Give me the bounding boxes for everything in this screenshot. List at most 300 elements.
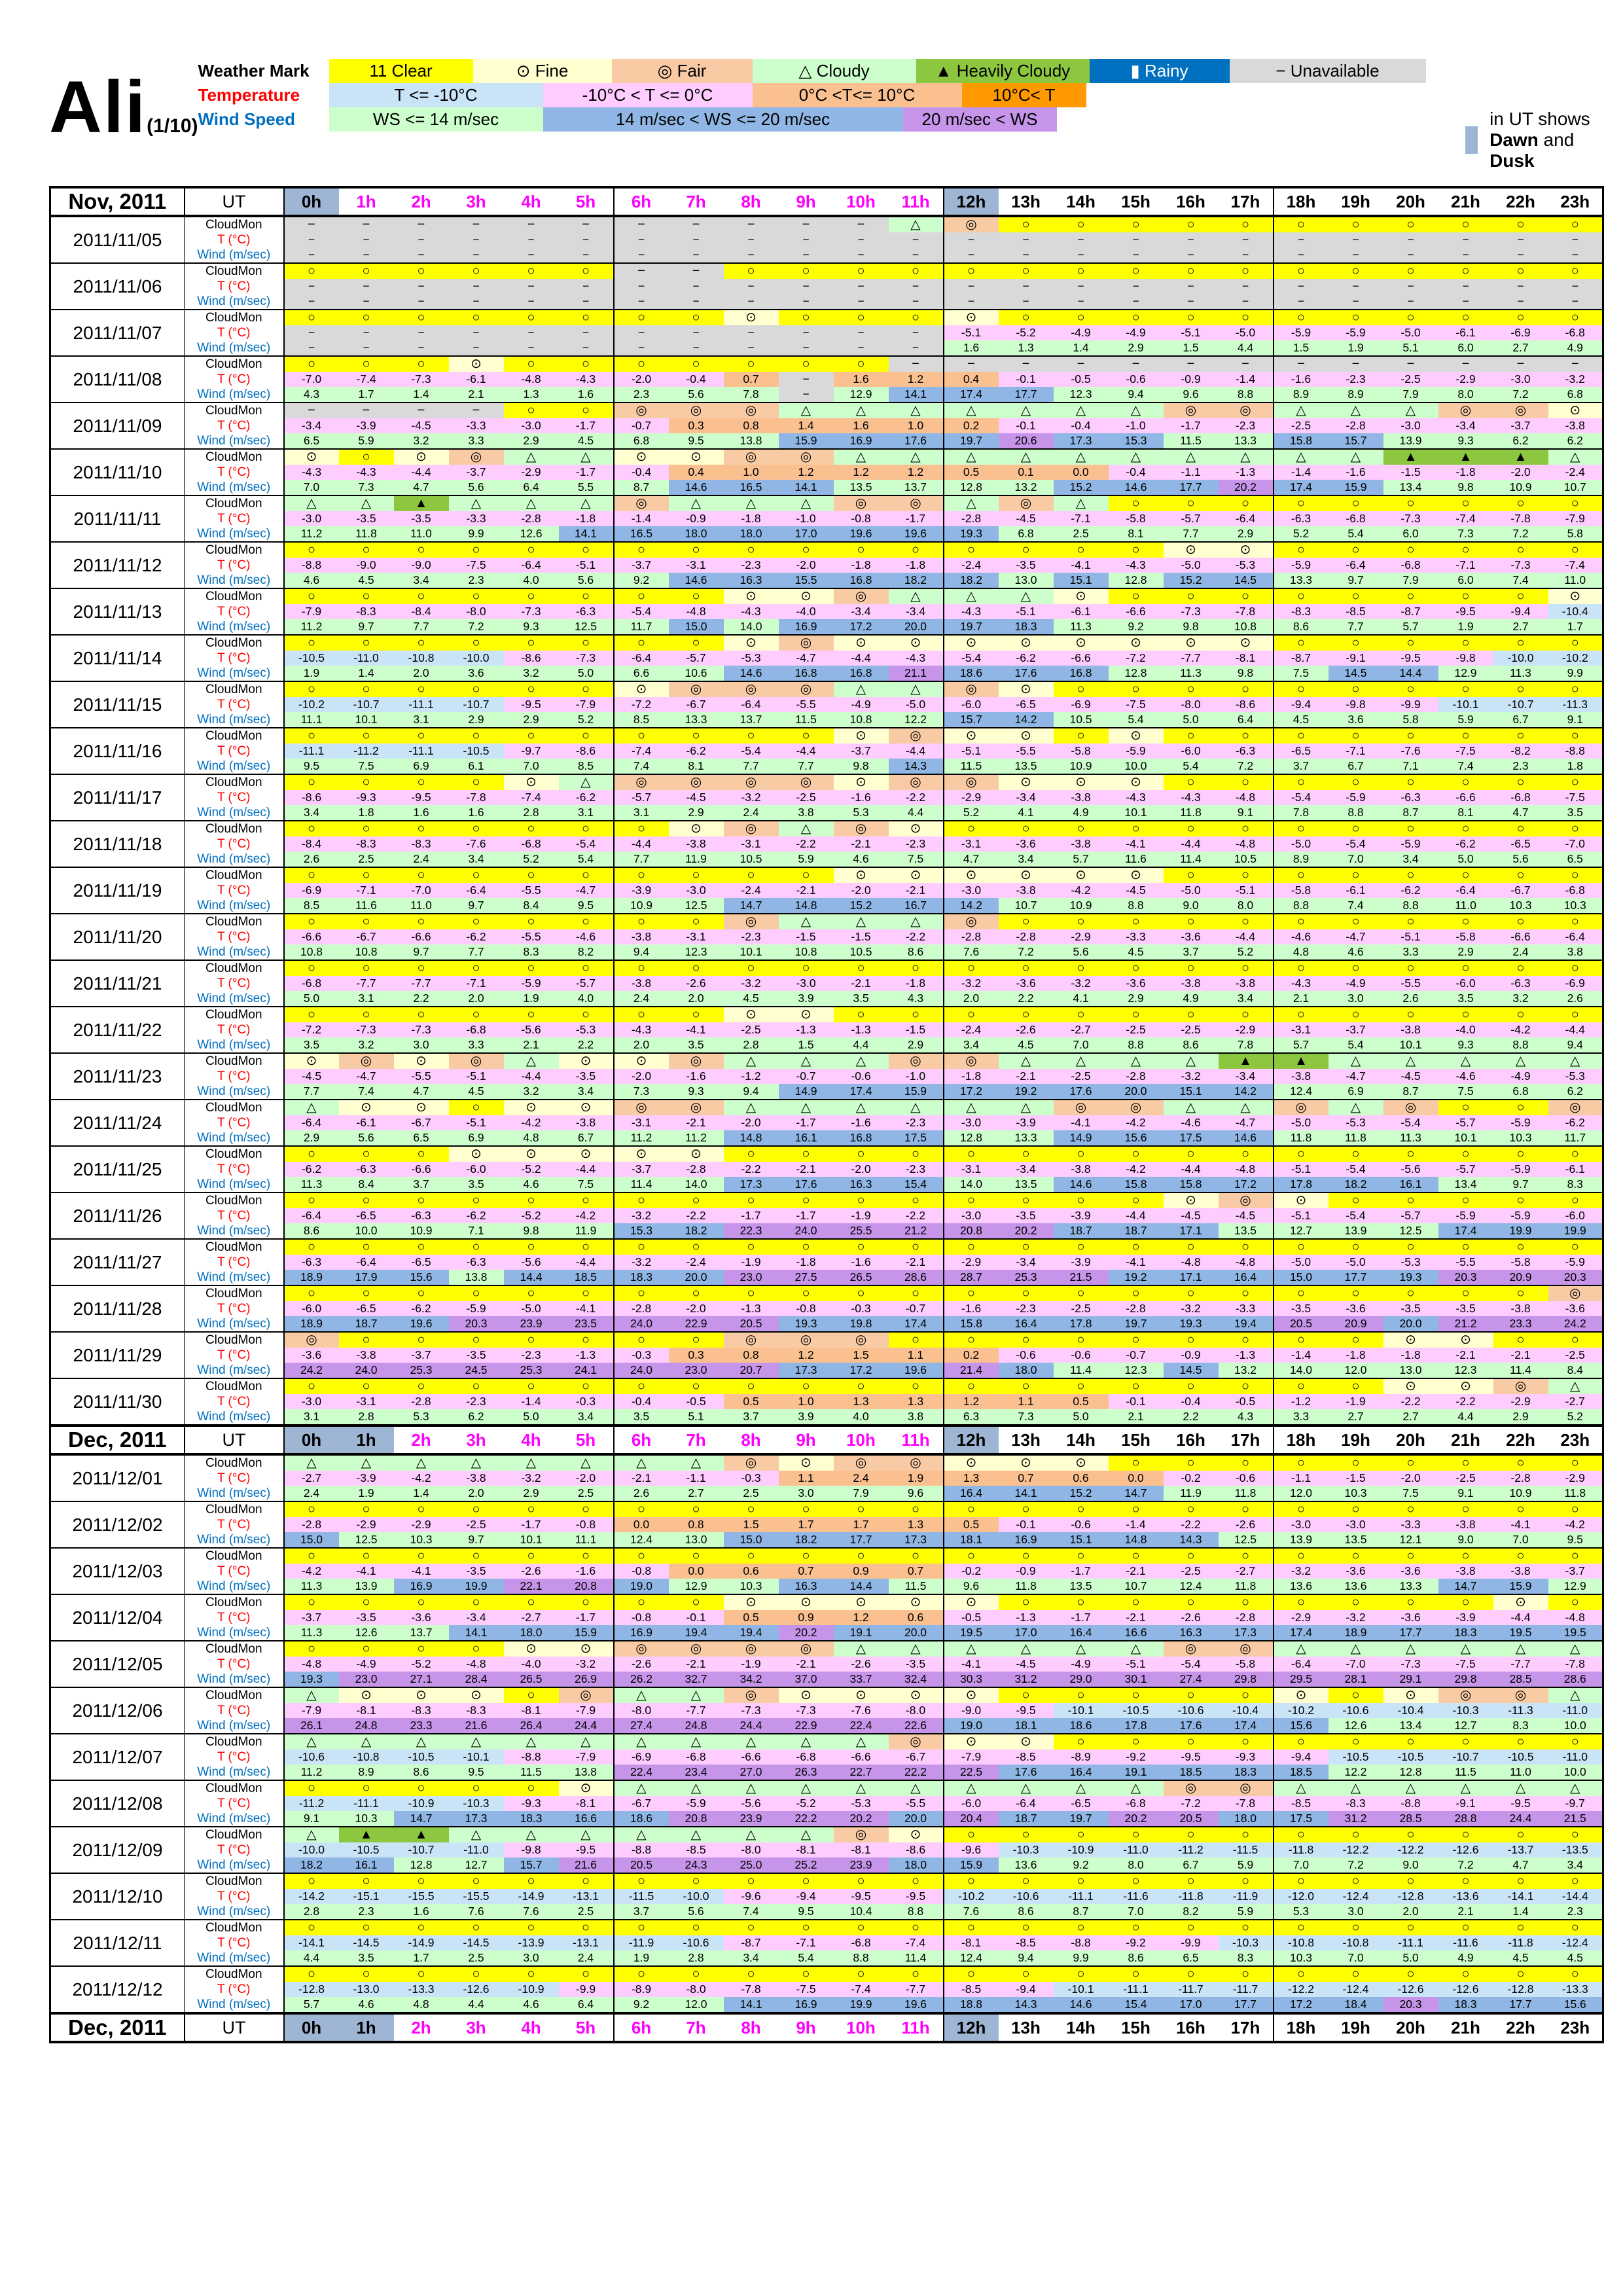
- cloud-cell: ○: [724, 1146, 779, 1162]
- cloud-cell: ○: [669, 914, 724, 929]
- cloud-cell: ○: [1219, 681, 1274, 697]
- cloud-cell: △: [1383, 1780, 1438, 1796]
- wind-cell: 11.8: [1164, 805, 1219, 821]
- hour-label-23h: 23h: [1548, 187, 1603, 216]
- wind-cell: 21.5: [1548, 1811, 1603, 1827]
- cloud-cell: ○: [1383, 542, 1438, 558]
- cloud-cell: ○: [1383, 1454, 1438, 1471]
- temp-cell: -6.5: [1274, 744, 1329, 759]
- cloud-cell: △: [834, 1641, 889, 1657]
- wind-cell: 7.9: [1383, 387, 1438, 403]
- date-label: 2011/11/08: [50, 356, 185, 403]
- wind-cell: 4.6: [339, 1997, 394, 2013]
- cloud-cell: ○: [1219, 1920, 1274, 1935]
- cloud-cell: ○: [1109, 542, 1164, 558]
- cloud-cell: ○: [724, 1920, 779, 1935]
- temp-cell: -8.8: [504, 1749, 559, 1765]
- cloud-cell: ⊙: [1054, 635, 1109, 651]
- cloud-cell: ○: [999, 310, 1054, 325]
- temp-cell: -5.3: [834, 1796, 889, 1811]
- temp-cell: -2.4: [944, 1022, 999, 1037]
- cloud-cell: ○: [1493, 1285, 1548, 1301]
- temp-cell: -2.5: [1109, 1022, 1164, 1037]
- temp-cell: -2.2: [889, 929, 944, 944]
- temp-cell: −: [669, 325, 724, 340]
- wind-cell: 16.4: [1054, 1625, 1109, 1641]
- cloud-cell: ◎: [1438, 1687, 1493, 1703]
- wind-cell: 18.3: [1438, 1997, 1493, 2013]
- temp-cell: -5.5: [1383, 976, 1438, 991]
- wind-cell: 11.3: [284, 1579, 339, 1594]
- temp-cell: -6.3: [559, 604, 614, 619]
- wind-cell: 19.5: [1493, 1625, 1548, 1641]
- cloud-cell: ⊙: [614, 1053, 669, 1069]
- temp-cell: -2.8: [614, 1301, 669, 1316]
- wind-cell: 2.9: [669, 805, 724, 821]
- temp-cell: -11.5: [614, 1889, 669, 1904]
- wind-cell: −: [394, 247, 449, 263]
- cloud-cell: ○: [1054, 1146, 1109, 1162]
- date-label: 2011/12/07: [50, 1734, 185, 1780]
- cloud-cell: △: [669, 1687, 724, 1703]
- wind-cell: 20.3: [449, 1316, 504, 1332]
- temp-cell: -2.7: [504, 1610, 559, 1625]
- cloud-cell: △: [559, 1827, 614, 1842]
- temp-cell: -7.5: [1438, 1657, 1493, 1672]
- temp-cell: −: [1329, 279, 1383, 294]
- day-wind-row: [50, 340, 1603, 356]
- row-label-wind: Wind (m/sec): [185, 1765, 284, 1780]
- wind-cell: 4.0: [834, 1409, 889, 1426]
- temp-cell: -11.9: [614, 1935, 669, 1950]
- cloud-cell: ⊙: [999, 681, 1054, 697]
- wind-cell: −: [1329, 247, 1383, 263]
- temp-cell: -6.7: [1493, 883, 1548, 898]
- temp-cell: -2.5: [1054, 1301, 1109, 1316]
- cloud-cell: △: [834, 1053, 889, 1069]
- cloud-cell: ⊙: [724, 1007, 779, 1022]
- station-name: Ali: [49, 66, 147, 148]
- temp-cell: -1.7: [1164, 418, 1219, 433]
- temp-cell: -1.7: [889, 511, 944, 526]
- cloud-cell: ○: [1438, 1873, 1493, 1889]
- hour-label-4h: 4h: [504, 187, 559, 216]
- cloud-cell: △: [944, 1641, 999, 1657]
- cloud-cell: ○: [559, 356, 614, 372]
- cloud-cell: ○: [944, 1146, 999, 1162]
- temp-cell: -0.6: [834, 1069, 889, 1084]
- temp-cell: -5.9: [669, 1796, 724, 1811]
- wind-cell: 9.8: [1438, 480, 1493, 495]
- temp-cell: -2.1: [614, 1471, 669, 1486]
- temp-cell: -5.2: [999, 325, 1054, 340]
- temp-cell: -3.4: [834, 604, 889, 619]
- wind-cell: 22.9: [669, 1316, 724, 1332]
- temp-cell: -8.3: [339, 836, 394, 852]
- cloud-cell: ○: [1054, 821, 1109, 836]
- wind-cell: 13.9: [1329, 1223, 1383, 1239]
- wind-cell: 8.8: [1493, 1037, 1548, 1053]
- wind-cell: 4.8: [504, 1130, 559, 1146]
- temp-cell: 0.0: [1054, 465, 1109, 480]
- row-label-cloud: CloudMon: [185, 1594, 284, 1610]
- cloud-cell: ○: [1274, 1378, 1329, 1394]
- wind-cell: 6.7: [1493, 712, 1548, 728]
- row-label-cloud: CloudMon: [185, 1687, 284, 1703]
- wind-cell: 12.0: [669, 1997, 724, 2013]
- wind-cell: 7.5: [339, 759, 394, 774]
- wind-cell: 16.3: [834, 1177, 889, 1193]
- temp-cell: -10.4: [1548, 604, 1603, 619]
- wind-cell: 2.8: [504, 805, 559, 821]
- temp-cell: -9.3: [339, 790, 394, 805]
- temp-cell: -10.4: [1383, 1703, 1438, 1718]
- cloud-cell: ○: [339, 1873, 394, 1889]
- cloud-cell: △: [1219, 1100, 1274, 1115]
- cloud-cell: △: [1548, 1378, 1603, 1394]
- temp-cell: -7.0: [1548, 836, 1603, 852]
- month-label: Dec, 2011: [50, 1426, 185, 1454]
- wind-cell: 15.0: [284, 1532, 339, 1548]
- date-label: 2011/11/22: [50, 1007, 185, 1053]
- temp-cell: -3.2: [1274, 1564, 1329, 1579]
- temp-cell: -3.5: [999, 1208, 1054, 1223]
- wind-cell: 7.8: [724, 387, 779, 403]
- temp-cell: −: [1054, 279, 1109, 294]
- wind-cell: 17.0: [1164, 1997, 1219, 2013]
- cloud-cell: ○: [1329, 1734, 1383, 1749]
- cloud-cell: ○: [889, 1007, 944, 1022]
- temp-cell: -1.4: [1219, 372, 1274, 387]
- temp-cell: -10.3: [1438, 1703, 1493, 1718]
- wind-cell: 15.7: [504, 1857, 559, 1873]
- wind-cell: 3.7: [724, 1409, 779, 1426]
- cloud-cell: ○: [1164, 728, 1219, 744]
- cloud-cell: ○: [1548, 1827, 1603, 1842]
- cloud-cell: ○: [559, 1966, 614, 1982]
- wind-cell: 11.4: [614, 1177, 669, 1193]
- temp-cell: −: [1383, 279, 1438, 294]
- temp-cell: -4.7: [779, 651, 834, 666]
- cloud-cell: △: [834, 449, 889, 465]
- temp-cell: -2.0: [669, 1301, 724, 1316]
- row-label-wind: Wind (m/sec): [185, 712, 284, 728]
- temp-cell: -2.9: [1493, 1394, 1548, 1409]
- wind-cell: 24.8: [669, 1718, 724, 1734]
- temp-cell: -6.4: [284, 1115, 339, 1130]
- cloud-cell: ▲: [339, 1827, 394, 1842]
- cloud-cell: ○: [1054, 1548, 1109, 1564]
- temp-cell: -0.4: [669, 372, 724, 387]
- wind-cell: 8.8: [1219, 387, 1274, 403]
- temp-cell: -5.8: [1219, 1657, 1274, 1672]
- cloud-cell: ⊙: [1548, 588, 1603, 604]
- temp-cell: -10.5: [1383, 1749, 1438, 1765]
- cloud-cell: △: [889, 1641, 944, 1657]
- temp-cell: -7.7: [394, 976, 449, 991]
- temp-cell: −: [394, 325, 449, 340]
- cloud-cell: ○: [614, 356, 669, 372]
- temp-cell: 0.6: [889, 1610, 944, 1625]
- wind-cell: 8.5: [559, 759, 614, 774]
- wind-cell: 20.0: [889, 1625, 944, 1641]
- temp-cell: -3.0: [779, 976, 834, 991]
- cloud-cell: ⊙: [834, 867, 889, 883]
- temp-cell: -2.2: [889, 1208, 944, 1223]
- wind-cell: 7.2: [1493, 526, 1548, 542]
- cloud-cell: ○: [614, 1873, 669, 1889]
- temp-cell: -7.3: [559, 651, 614, 666]
- cloud-cell: ○: [394, 774, 449, 790]
- temp-cell: -2.0: [1383, 1471, 1438, 1486]
- wind-cell: −: [504, 340, 559, 356]
- cloud-cell: −: [944, 356, 999, 372]
- temp-cell: -8.5: [999, 1749, 1054, 1765]
- day-cloud-row: [50, 1966, 1603, 1982]
- cloud-cell: △: [1219, 449, 1274, 465]
- temp-cell: -5.1: [944, 744, 999, 759]
- cloud-cell: ○: [1164, 1007, 1219, 1022]
- temp-cell: -2.0: [559, 1471, 614, 1486]
- cloud-cell: ○: [1219, 310, 1274, 325]
- wind-cell: 17.3: [724, 1177, 779, 1193]
- temp-cell: -4.5: [669, 790, 724, 805]
- wind-cell: 19.3: [944, 526, 999, 542]
- wind-cell: 9.0: [1383, 1857, 1438, 1873]
- cloud-cell: ○: [1383, 960, 1438, 976]
- temp-cell: -7.2: [284, 1022, 339, 1037]
- wind-cell: 3.4: [1383, 852, 1438, 867]
- temp-cell: 0.3: [669, 1348, 724, 1363]
- temp-cell: -4.3: [1274, 976, 1329, 991]
- cloud-cell: △: [834, 1734, 889, 1749]
- wind-cell: 2.5: [724, 1486, 779, 1501]
- wind-cell: 12.8: [394, 1857, 449, 1873]
- wind-cell: 24.0: [614, 1363, 669, 1378]
- cloud-cell: ○: [999, 914, 1054, 929]
- cloud-cell: ⊙: [1054, 774, 1109, 790]
- cloud-cell: −: [449, 403, 504, 418]
- wind-cell: 5.0: [1383, 1950, 1438, 1966]
- cloud-cell: −: [394, 216, 449, 232]
- wind-cell: 6.5: [394, 1130, 449, 1146]
- wind-cell: 20.0: [889, 1811, 944, 1827]
- wind-cell: 5.9: [1219, 1904, 1274, 1920]
- temp-cell: -3.7: [449, 465, 504, 480]
- temp-cell: -1.8: [889, 976, 944, 991]
- temp-cell: -5.0: [1164, 558, 1219, 573]
- cloud-cell: ▲: [1274, 1053, 1329, 1069]
- wind-cell: −: [504, 294, 559, 310]
- wind-cell: 5.4: [779, 1950, 834, 1966]
- wind-cell: 7.8: [1274, 805, 1329, 821]
- date-label: 2011/11/23: [50, 1053, 185, 1100]
- cloud-cell: −: [1109, 356, 1164, 372]
- temp-cell: −: [724, 325, 779, 340]
- cloud-cell: ○: [559, 1285, 614, 1301]
- date-label: 2011/12/08: [50, 1780, 185, 1827]
- row-label-cloud: CloudMon: [185, 449, 284, 465]
- cloud-cell: ○: [1438, 588, 1493, 604]
- temp-cell: -2.3: [889, 836, 944, 852]
- cloud-cell: ○: [1329, 914, 1383, 929]
- hour-label-6h: 6h: [614, 187, 669, 216]
- wind-cell: 6.8: [1493, 1084, 1548, 1100]
- wind-cell: 15.8: [1109, 1177, 1164, 1193]
- cloud-cell: △: [669, 1454, 724, 1471]
- temp-cell: -4.2: [1109, 1162, 1164, 1177]
- cloud-cell: ○: [999, 1920, 1054, 1935]
- temp-cell: -10.1: [1054, 1982, 1109, 1997]
- temp-cell: -4.3: [339, 465, 394, 480]
- temp-cell: -12.2: [1274, 1982, 1329, 1997]
- temp-cell: -6.3: [339, 1162, 394, 1177]
- legend-item-unavailable: − Unavailable: [1230, 59, 1426, 83]
- row-label-wind: Wind (m/sec): [185, 759, 284, 774]
- wind-cell: 18.2: [779, 1532, 834, 1548]
- cloud-cell: ○: [999, 1285, 1054, 1301]
- temp-cell: -2.3: [1329, 372, 1383, 387]
- day-wind-row: [50, 1950, 1603, 1966]
- cloud-cell: ⊙: [889, 1594, 944, 1610]
- temp-cell: -9.5: [834, 1889, 889, 1904]
- temp-cell: -3.8: [1054, 790, 1109, 805]
- cloud-cell: △: [1054, 495, 1109, 511]
- temp-cell: -0.3: [724, 1471, 779, 1486]
- cloud-cell: ○: [724, 1873, 779, 1889]
- temp-cell: -7.3: [1164, 604, 1219, 619]
- hour-label-17h: 17h: [1219, 1426, 1274, 1454]
- wind-cell: 7.7: [449, 944, 504, 960]
- cloud-cell: ○: [999, 216, 1054, 232]
- temp-cell: 1.2: [779, 1348, 834, 1363]
- wind-cell: 11.0: [1493, 1765, 1548, 1780]
- wind-cell: 26.1: [284, 1718, 339, 1734]
- wind-cell: 23.3: [394, 1718, 449, 1734]
- temp-cell: -5.4: [944, 651, 999, 666]
- hour-label-14h: 14h: [1054, 2013, 1109, 2042]
- wind-cell: 27.0: [724, 1765, 779, 1780]
- temp-cell: -4.1: [669, 1022, 724, 1037]
- cloud-cell: ◎: [1493, 403, 1548, 418]
- cloud-cell: ○: [1109, 310, 1164, 325]
- wind-cell: 3.4: [559, 1409, 614, 1426]
- wind-cell: 3.0: [779, 1486, 834, 1501]
- wind-cell: 3.4: [999, 852, 1054, 867]
- wind-cell: −: [1438, 294, 1493, 310]
- temp-cell: -5.9: [1493, 1115, 1548, 1130]
- wind-cell: 16.3: [724, 573, 779, 588]
- wind-cell: 8.6: [1274, 619, 1329, 635]
- temp-cell: -6.4: [284, 1208, 339, 1223]
- wind-cell: 3.7: [614, 1904, 669, 1920]
- cloud-cell: ○: [1164, 1827, 1219, 1842]
- cloud-cell: ○: [504, 542, 559, 558]
- temp-cell: 0.1: [999, 465, 1054, 480]
- wind-cell: 2.3: [339, 1904, 394, 1920]
- cloud-cell: ○: [559, 542, 614, 558]
- cloud-cell: △: [944, 1780, 999, 1796]
- temp-cell: -6.8: [1109, 1796, 1164, 1811]
- row-label-cloud: CloudMon: [185, 403, 284, 418]
- temp-cell: -13.5: [1548, 1842, 1603, 1857]
- wind-cell: 1.9: [504, 991, 559, 1007]
- date-label: 2011/11/07: [50, 310, 185, 356]
- wind-cell: 14.1: [889, 387, 944, 403]
- day-wind-row: [50, 712, 1603, 728]
- day-cloud-row: [50, 1780, 1603, 1796]
- day-temp-row: [50, 929, 1603, 944]
- cloud-cell: ⊙: [559, 1146, 614, 1162]
- wind-cell: 7.0: [284, 480, 339, 495]
- temp-cell: -4.8: [449, 1657, 504, 1672]
- temp-cell: -2.1: [779, 883, 834, 898]
- cloud-cell: ○: [1329, 1501, 1383, 1517]
- cloud-cell: ○: [1329, 867, 1383, 883]
- temp-cell: -9.1: [1438, 1796, 1493, 1811]
- cloud-cell: ○: [944, 1285, 999, 1301]
- wind-cell: 2.9: [504, 712, 559, 728]
- cloud-cell: △: [1054, 1053, 1109, 1069]
- temp-cell: -6.8: [779, 1749, 834, 1765]
- temp-cell: -10.6: [284, 1749, 339, 1765]
- wind-cell: 1.3: [999, 340, 1054, 356]
- temp-cell: -13.9: [504, 1935, 559, 1950]
- wind-cell: 18.0: [1219, 1811, 1274, 1827]
- temp-cell: -2.9: [944, 1255, 999, 1270]
- cloud-cell: ○: [1274, 495, 1329, 511]
- cloud-cell: ○: [614, 960, 669, 976]
- row-label-cloud: CloudMon: [185, 310, 284, 325]
- wind-cell: −: [669, 294, 724, 310]
- wind-cell: 17.3: [1219, 1625, 1274, 1641]
- wind-cell: 14.2: [944, 898, 999, 914]
- cloud-cell: ○: [284, 1501, 339, 1517]
- wind-cell: 9.2: [614, 1997, 669, 2013]
- temp-cell: −: [724, 232, 779, 247]
- cloud-cell: ⊙: [559, 1641, 614, 1657]
- wind-cell: 15.0: [724, 1532, 779, 1548]
- wind-cell: 10.8: [779, 944, 834, 960]
- cloud-cell: −: [834, 216, 889, 232]
- cloud-cell: ○: [1493, 1146, 1548, 1162]
- cloud-cell: −: [614, 216, 669, 232]
- row-label-wind: Wind (m/sec): [185, 805, 284, 821]
- row-label-cloud: CloudMon: [185, 681, 284, 697]
- wind-cell: 3.5: [669, 1037, 724, 1053]
- cloud-cell: ○: [394, 1193, 449, 1208]
- row-label-temp: T (°C): [185, 279, 284, 294]
- temp-cell: -6.6: [724, 1749, 779, 1765]
- wind-cell: 11.0: [1548, 573, 1603, 588]
- wind-cell: 12.9: [669, 1579, 724, 1594]
- temp-cell: -7.5: [1438, 744, 1493, 759]
- cloud-cell: ○: [944, 263, 999, 279]
- wind-cell: 13.3: [1219, 433, 1274, 449]
- wind-cell: 19.3: [284, 1672, 339, 1687]
- temp-cell: -8.0: [1164, 697, 1219, 712]
- wind-cell: 11.2: [669, 1130, 724, 1146]
- cloud-cell: ○: [394, 1285, 449, 1301]
- cloud-cell: ○: [724, 1966, 779, 1982]
- wind-cell: 6.3: [944, 1409, 999, 1426]
- wind-cell: 5.2: [944, 805, 999, 821]
- cloud-cell: ○: [1164, 1239, 1219, 1255]
- temp-cell: -10.6: [669, 1935, 724, 1950]
- temp-cell: -10.0: [669, 1889, 724, 1904]
- temp-cell: -10.8: [1329, 1935, 1383, 1950]
- temp-cell: -3.9: [1054, 1208, 1109, 1223]
